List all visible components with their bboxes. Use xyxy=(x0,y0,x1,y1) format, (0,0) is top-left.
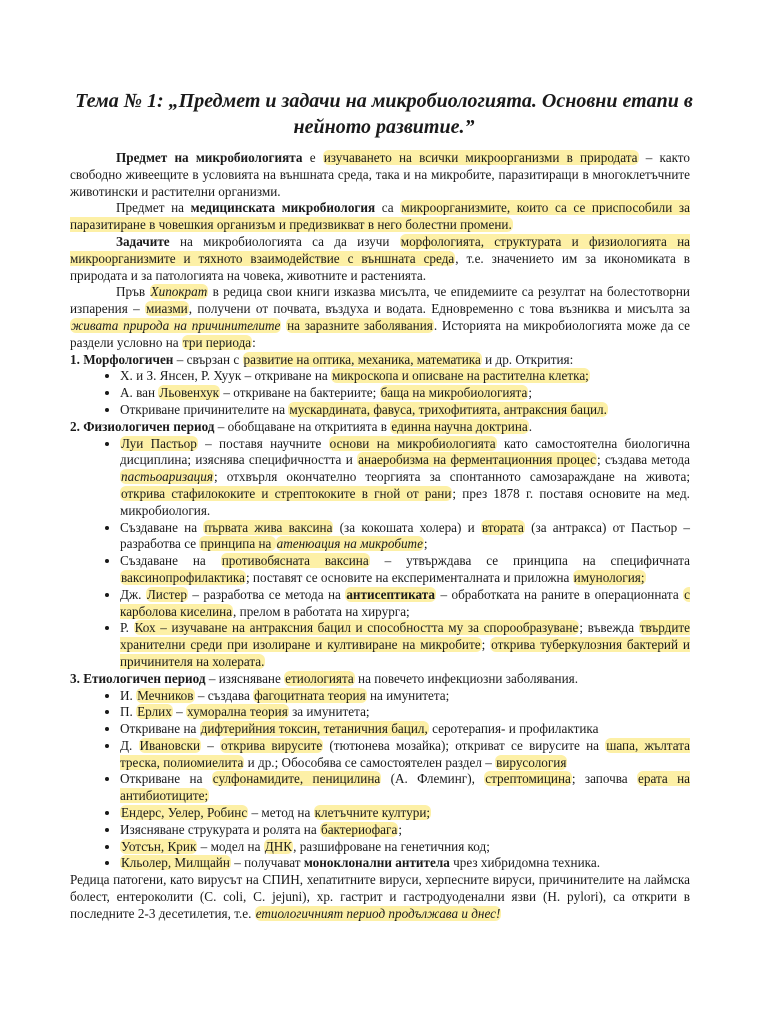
text: Създаване на xyxy=(120,519,204,535)
paragraph-closing xyxy=(70,872,690,922)
text: (за кокошата холера) и xyxy=(333,519,481,535)
list-item xyxy=(120,553,690,587)
text: Р. xyxy=(120,620,134,636)
list-item xyxy=(120,368,690,385)
highlight: единна научна доктрина xyxy=(391,418,528,434)
text: серотерапия- и профилактика xyxy=(428,721,599,737)
highlight: шапа, жълтата треска, полиомиелита xyxy=(120,737,690,770)
text: ; xyxy=(423,536,428,552)
text: ; отхвърля окончателно теоргията за спонтанното самозараждане на живота; xyxy=(214,469,690,485)
text: ; започва xyxy=(571,771,638,787)
text: ; през 1878 г. поставя основите на мед. микробиология. xyxy=(120,485,690,518)
text: Д. xyxy=(120,737,139,753)
highlight: етиологията xyxy=(285,670,354,686)
highlight: три периода xyxy=(182,334,252,350)
highlight: етиологичният период продължава и днес! xyxy=(255,905,501,921)
highlight: Луи Пастьор xyxy=(121,435,197,451)
text: (тютюнева мозайка); откриват се вирусите на xyxy=(323,737,606,753)
highlight: живата природа на причинителите xyxy=(71,317,281,333)
text: , прелом в работата на хирурга; xyxy=(233,603,410,619)
highlight: Мечников xyxy=(137,687,194,703)
text: Дж. xyxy=(120,586,146,602)
list-item xyxy=(120,587,690,621)
text: Откриване на xyxy=(120,721,200,737)
highlight: открива стафилококите и стрептококите в гной от рани xyxy=(121,485,452,501)
term-subject: Предмет на микробиологията xyxy=(116,150,303,165)
text: Създаване на xyxy=(120,553,221,569)
highlight: Листер xyxy=(146,586,187,602)
highlight: открива туберкулозния бактерий и причинителя на холерата. xyxy=(120,637,690,669)
text: , получени от почвата, въздуха и водата. Едновременно с това възниква и мисълта за xyxy=(188,301,690,317)
highlight: морфологията, структурата и физиологията на микроорганизмите и тяхното взаимодействие с външната среда xyxy=(70,233,690,266)
list-item xyxy=(120,839,690,856)
text: – метод на xyxy=(248,805,314,821)
list-item xyxy=(120,822,690,839)
highlight: дифтерийния токсин, тетаничния бацил, xyxy=(200,721,428,737)
highlight: основи на микробиологията xyxy=(329,435,496,451)
highlight: бактериофага xyxy=(320,821,398,837)
text: П. xyxy=(120,704,137,720)
list-morphological xyxy=(70,368,690,418)
text: Пръв xyxy=(116,284,150,300)
text: Откриване причинителите на xyxy=(120,401,289,417)
highlight: Кох – изучаване на антраксния бацил и способността му за спорообразуване xyxy=(134,620,579,636)
highlight: твърдите хранителни среди при изолиране и култивиране на микробите xyxy=(120,620,691,653)
paragraph-tasks xyxy=(70,234,690,284)
list-physiological xyxy=(70,436,690,671)
text: . Историята на микробиологията може да се раздели условно на xyxy=(70,317,691,350)
highlight: Ерлих xyxy=(137,704,172,720)
text: (А. Флеминг), xyxy=(381,771,485,787)
page-title: Тема № 1: „Предмет и задачи на микробиологията. Основни етапи в нейното развитие.” xyxy=(75,90,693,138)
highlight: развитие на оптика, механика, математика xyxy=(243,351,481,367)
highlight: Ендерс, Уелер, Робинс xyxy=(121,805,248,821)
text: като самостоятелна биологична дисциплина; изяснява специфичността и xyxy=(120,435,690,468)
paragraph-subject xyxy=(70,150,690,200)
highlight: клетъчните култури; xyxy=(314,805,431,821)
text: ; xyxy=(398,821,402,837)
document-body xyxy=(70,150,690,923)
highlight: Льовенхук xyxy=(159,385,220,401)
highlight: имунология; xyxy=(573,569,645,585)
text: , разшифроване на генетичния код; xyxy=(293,838,490,854)
list-item xyxy=(120,855,690,872)
paragraph-history xyxy=(70,284,690,351)
highlight: първата жива ваксина xyxy=(204,519,333,535)
highlight: на заразните заболявания xyxy=(287,317,433,333)
text: – както свободно живеещите в условията на външната среда, така и на микробите, паразитиращи в многоклетъчните животински и растителни организми. xyxy=(70,150,690,199)
highlight: Хипократ xyxy=(150,284,208,300)
list-item xyxy=(120,688,690,705)
list-item xyxy=(120,385,690,402)
text: , т.е. значението им за икономиката в природата и за патологията на човека, животните и растенията. xyxy=(70,250,691,283)
text: – изясняване xyxy=(205,670,285,686)
highlight: миазми xyxy=(146,301,188,317)
text: на имунитета; xyxy=(366,687,450,703)
text: Изясняване струкурата и ролята на xyxy=(120,821,320,837)
term-monoclonal: моноклонални антитела xyxy=(303,855,450,871)
highlight: антисептиката xyxy=(346,586,436,602)
highlight: ДНК xyxy=(264,838,293,854)
text: ; xyxy=(481,637,491,653)
highlight: Ивановски xyxy=(139,737,201,753)
list-item xyxy=(120,805,690,822)
list-item xyxy=(120,520,690,554)
text: и др.; Обособява се самостоятелен раздел – xyxy=(244,754,496,770)
section-title: 1. Морфологичен xyxy=(70,351,174,367)
text: . xyxy=(528,418,533,434)
text: на микробиологията са да изучи xyxy=(169,233,400,249)
text: Редица патогени, като вирусът на СПИН, хепатитните вируси, херпесните вируси, причинителите на лаймска болест, ентероколити (C. coli, C. jejuni), хр. гастрит и гастродуоденални язви (H. pylori), са открити в последните 2-3 десетилетия, т.е. xyxy=(70,872,690,921)
text: е xyxy=(302,150,323,165)
paragraph-medical xyxy=(70,200,690,234)
text: А. ван xyxy=(120,385,159,401)
text: на повечето инфекциозни заболявания. xyxy=(354,670,578,686)
text: – поставя научните xyxy=(197,435,329,451)
text: – xyxy=(172,704,187,720)
highlight: пастьоаризация xyxy=(121,469,213,485)
highlight: открива вирусите xyxy=(221,737,323,753)
term-medical-microbiology: медицинската микробиология xyxy=(190,200,376,216)
section-heading-etiological xyxy=(70,671,690,688)
highlight: ваксинопрофилактика xyxy=(121,569,245,585)
text: ; поставят се основите на експерименталната и приложна xyxy=(245,569,573,585)
highlight: ерата на антибиотиците; xyxy=(120,771,691,804)
text: ; xyxy=(528,385,532,401)
list-item xyxy=(120,402,690,419)
text: – утвърждава се принципа на специфичната xyxy=(369,553,690,569)
text: чрез хибридомна техника. xyxy=(449,855,601,871)
text: в редица свои книги изказва мисълта, че епидемиите са резултат на болестотворни изпарения – xyxy=(70,284,690,317)
highlight: микроскопа и описване на растителна клетка; xyxy=(332,368,589,384)
text: и др. Открития: xyxy=(481,351,574,367)
section-title: 2. Физиологичен период xyxy=(70,418,215,434)
text: (за антракса) от Пастьор – разработва се xyxy=(120,519,690,552)
text: – модел на xyxy=(197,838,264,854)
highlight: с карболова киселина xyxy=(120,586,690,619)
text: Предмет на xyxy=(116,200,191,216)
highlight: микроорганизмите, които са се приспособили за паразитиране в човешкия организъм и предизвикват в него болестни промени. xyxy=(70,200,690,233)
text: Х. и З. Янсен, Р. Хуук xyxy=(120,368,242,384)
list-item xyxy=(120,738,690,772)
text: : xyxy=(252,334,256,350)
highlight: баща на микробиологията xyxy=(380,385,528,401)
highlight: фагоцитната теория xyxy=(254,687,366,703)
text: са xyxy=(375,200,401,216)
list-item xyxy=(120,620,690,670)
highlight: втората xyxy=(481,519,524,535)
highlight: вирусология xyxy=(496,754,567,770)
text: – обобщаване на откритията в xyxy=(214,418,391,434)
term-tasks: Задачите xyxy=(116,233,170,249)
list-item xyxy=(120,704,690,721)
text: – откриване на бактериите; xyxy=(220,385,380,401)
text: – разработва се метода на xyxy=(187,586,346,602)
text: – получават xyxy=(230,855,304,871)
highlight: мускардината, фавуса, трихофитията, антраксния бацил. xyxy=(289,401,607,417)
highlight: стрептомицина xyxy=(485,771,571,787)
highlight: сулфонамидите, пеницилина xyxy=(212,771,381,787)
text: – обработката на раните в операционната xyxy=(436,586,684,602)
list-item xyxy=(120,771,690,805)
section-heading-morphological xyxy=(70,352,690,369)
text: И. xyxy=(120,687,137,703)
text: за имунитета; xyxy=(288,704,370,720)
highlight: атенюация на микробите xyxy=(276,536,423,552)
list-etiological xyxy=(70,688,690,873)
section-heading-physiological xyxy=(70,419,690,436)
text: – свързан с xyxy=(173,351,243,367)
highlight: противобясната ваксина xyxy=(221,553,369,569)
text: – създава xyxy=(194,687,254,703)
highlight: хуморална теория xyxy=(187,704,288,720)
list-item xyxy=(120,721,690,738)
highlight: Уотсън, Крик xyxy=(121,838,197,854)
list-item xyxy=(120,436,690,520)
text: ; създава метода xyxy=(596,452,690,468)
text: ; въвежда xyxy=(579,620,639,636)
section-title: 3. Етиологичен период xyxy=(70,670,206,686)
text: – xyxy=(201,737,221,753)
highlight: Кльолер, Милщайн xyxy=(121,855,230,871)
highlight: принципа на xyxy=(200,536,275,552)
highlight: анаеробизма на ферментационния процес xyxy=(358,452,596,468)
text: – откриване на xyxy=(241,368,332,384)
text: Откриване на xyxy=(120,771,212,787)
highlight: изучаването на всички микроорганизми в природата xyxy=(323,150,638,165)
